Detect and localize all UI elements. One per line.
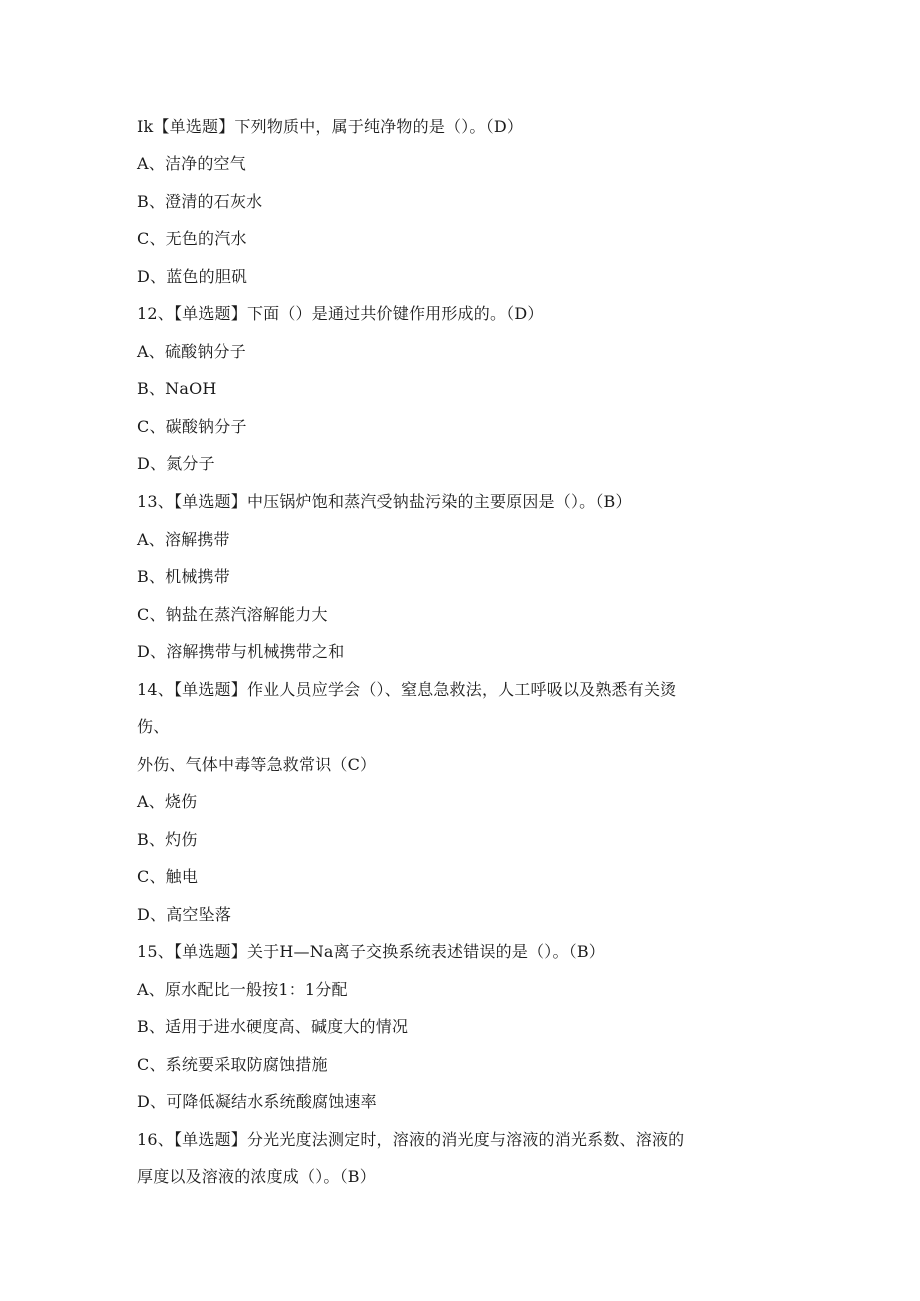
question-12-option-b: B、NaOH	[137, 379, 217, 398]
question-11-option-b: B、澄清的石灰水	[137, 192, 263, 211]
question-12-option-a: A、硫酸钠分子	[137, 342, 246, 361]
question-13-option-d: D、溶解携带与机械携带之和	[137, 642, 345, 661]
question-13-option-a: A、溶解携带	[137, 530, 230, 549]
question-15-option-b: B、适用于进水硬度高、碱度大的情况	[137, 1017, 409, 1036]
question-14-stem-line-2: 伤、	[137, 717, 170, 736]
question-12-option-c: C、碳酸钠分子	[137, 417, 247, 436]
question-15-option-d: D、可降低凝结水系统酸腐蚀速率	[137, 1092, 377, 1111]
question-11-stem: Ik【单选题】下列物质中，属于纯净物的是（）。（D）	[137, 117, 524, 136]
question-12-stem: 12、【单选题】下面（）是通过共价键作用形成的。（D）	[137, 304, 544, 323]
question-14-option-a: A、烧伤	[137, 792, 198, 811]
question-15-stem: 15、【单选题】关于H—Na离子交换系统表述错误的是（）。（B）	[137, 942, 606, 961]
question-11-option-a: A、洁净的空气	[137, 154, 246, 173]
question-15-option-c: C、系统要采取防腐蚀措施	[137, 1055, 328, 1074]
question-14-stem-line-3: 外伤、气体中毒等急救常识（C）	[137, 755, 377, 774]
question-14-stem-line-1: 14、【单选题】作业人员应学会（）、窒息急救法，人工呼吸以及熟悉有关烫	[137, 680, 677, 699]
question-11-option-c: C、无色的汽水	[137, 229, 247, 248]
question-16-stem-line-2: 厚度以及溶液的浓度成（）。（B）	[137, 1167, 376, 1186]
question-14-option-c: C、触电	[137, 867, 199, 886]
question-14-option-b: B、灼伤	[137, 830, 198, 849]
question-11-option-d: D、蓝色的胆矾	[137, 267, 248, 286]
question-13-option-c: C、钠盐在蒸汽溶解能力大	[137, 605, 328, 624]
question-13-option-b: B、机械携带	[137, 567, 230, 586]
question-14-option-d: D、高空坠落	[137, 905, 232, 924]
question-15-option-a: A、原水配比一般按1：1分配	[137, 980, 348, 999]
question-16-stem-line-1: 16、【单选题】分光光度法测定时，溶液的消光度与溶液的消光系数、溶液的	[137, 1130, 685, 1149]
question-12-option-d: D、氮分子	[137, 454, 215, 473]
question-13-stem: 13、【单选题】中压锅炉饱和蒸汽受钠盐污染的主要原因是（）。（B）	[137, 492, 632, 511]
